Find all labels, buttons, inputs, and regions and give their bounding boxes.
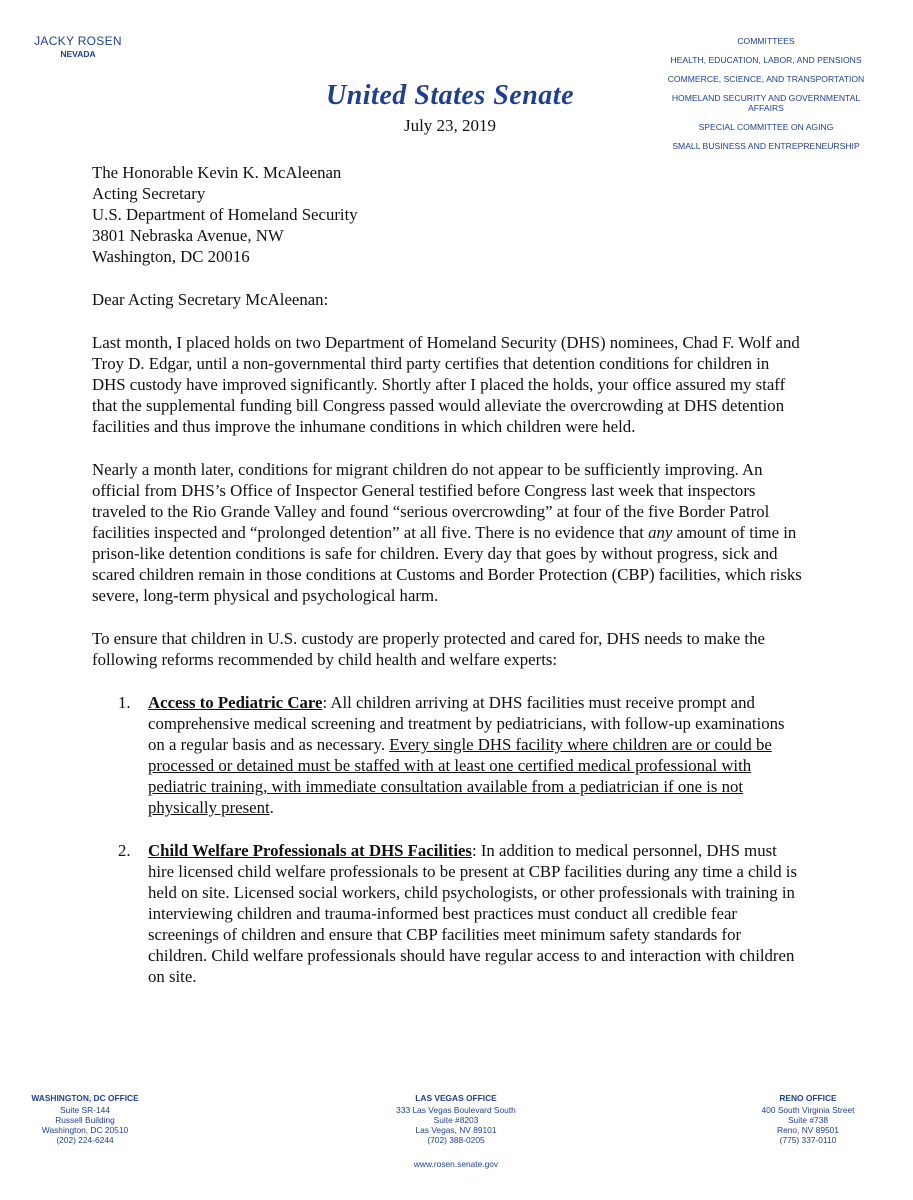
reform-end: . — [269, 798, 274, 817]
letter-date: July 23, 2019 — [403, 116, 497, 135]
address-line: 3801 Nebraska Avenue, NW — [92, 226, 284, 245]
senator-name: JACKY ROSEN — [34, 34, 122, 48]
office-line: Suite #8203 — [433, 1115, 479, 1125]
office-line: (775) 337-0110 — [779, 1135, 837, 1145]
office-title: RENO OFFICE — [779, 1093, 837, 1103]
senator-block — [30, 34, 126, 59]
reform-underlined-text: Every single DHS facility where children are or could be processed or detained must be staffed with at least one certified medical professional with pediatric training, with immediate consultation available from a pediatrician if one is not physically present — [148, 735, 772, 817]
reform-item-2 — [92, 840, 804, 987]
website-link[interactable]: www.rosen.senate.gov — [413, 1159, 499, 1169]
paragraph-2-emphasis: any — [648, 523, 673, 542]
office-line: (202) 224-6244 — [56, 1135, 114, 1145]
paragraph-2 — [92, 459, 804, 606]
paragraph-2-part-b: amount of time in prison-like detention conditions is safe for children. Every day that goes by without progress, sick and scared children remain in those conditions at Customs and Border Protection (CBP) facilities, which risks severe, long-term physical and psychological harm. — [92, 523, 802, 605]
address-line: U.S. Department of Homeland Security — [92, 205, 358, 224]
recipient-address — [92, 162, 804, 267]
office-dc — [0, 1093, 170, 1145]
reform-heading: Access to Pediatric Care — [148, 693, 323, 712]
office-line: 400 South Virginia Street — [761, 1105, 855, 1115]
paragraph-1: Last month, I placed holds on two Department of Homeland Security (DHS) nominees, Chad F. Wolf and Troy D. Edgar, until a non-governmental third party certifies that detention conditions for children in DHS custody have improved significantly. Shortly after I placed the holds, your office assured my staff that the supplemental funding bill Congress passed would alleviate the overcrowding at DHS detention facilities and thus improve the inhumane conditions in which children were held. — [92, 333, 800, 436]
reform-list — [92, 692, 804, 987]
office-line: Las Vegas, NV 89101 — [415, 1125, 497, 1135]
address-line: Acting Secretary — [92, 184, 206, 203]
list-number: 2. — [118, 841, 131, 860]
reform-heading: Child Welfare Professionals at DHS Facilities — [148, 841, 472, 860]
office-las-vegas — [371, 1093, 541, 1145]
paragraph-2-part-a: Nearly a month later, conditions for migrant children do not appear to be sufficiently improving. An official from DHS’s Office of Inspector General testified before Congress last week that inspectors traveled to the Rio Grande Valley and found “serious overcrowding” at four of the five Border Patrol facilities inspected and “prolonged detention” at all five. There is no evidence that — [92, 460, 770, 542]
senator-state: NEVADA — [60, 49, 96, 59]
office-line: Suite #738 — [787, 1115, 829, 1125]
letterhead-center — [300, 80, 600, 136]
committee-item: HOMELAND SECURITY AND GOVERNMENTAL AFFAIRS — [671, 93, 861, 113]
reform-text: : In addition to medical personnel, DHS must hire licensed child welfare professionals to be present at CBP facilities during any time a child is held on site. Licensed social workers, child psychologists, or other professionals with training in interviewing children and trauma-informed best practices must conduct all credible fear screenings of children and ensure that CBP facilities meet minimum safety standards for children. Child welfare professionals should have regular access to and interaction with children on site. — [148, 841, 798, 986]
committee-item: COMMERCE, SCIENCE, AND TRANSPORTATION — [667, 74, 865, 84]
address-line: Washington, DC 20016 — [92, 247, 250, 266]
committees-list — [655, 36, 877, 160]
list-number: 1. — [118, 693, 131, 712]
letter-body — [92, 162, 804, 1009]
office-line: Suite SR-144 — [60, 1105, 110, 1115]
committee-item: SMALL BUSINESS AND ENTREPRENEURSHIP — [672, 141, 860, 151]
office-title: LAS VEGAS OFFICE — [415, 1093, 497, 1103]
committee-item: HEALTH, EDUCATION, LABOR, AND PENSIONS — [670, 55, 862, 65]
senate-title: United States Senate — [325, 80, 574, 111]
office-line: Russell Building — [55, 1115, 115, 1125]
office-line: Washington, DC 20510 — [41, 1125, 129, 1135]
office-line: (702) 388-0205 — [427, 1135, 485, 1145]
committee-item: SPECIAL COMMITTEE ON AGING — [698, 122, 834, 132]
office-line: 333 Las Vegas Boulevard South — [396, 1105, 516, 1115]
reform-text: : All children arriving at DHS facilities must receive prompt and comprehensive medical screening and treatment by pediatricians, with follow-up examinations on a regular basis and as necessary. — [148, 693, 785, 754]
office-title: WASHINGTON, DC OFFICE — [31, 1093, 139, 1103]
office-reno — [723, 1093, 893, 1145]
reform-item-1 — [92, 692, 804, 818]
committees-title: COMMITTEES — [737, 36, 795, 46]
salutation: Dear Acting Secretary McAleenan: — [92, 290, 329, 309]
office-line: Reno, NV 89501 — [777, 1125, 839, 1135]
address-line: The Honorable Kevin K. McAleenan — [92, 163, 342, 182]
paragraph-3: To ensure that children in U.S. custody are properly protected and cared for, DHS needs to make the following reforms recommended by child health and welfare experts: — [92, 629, 765, 669]
